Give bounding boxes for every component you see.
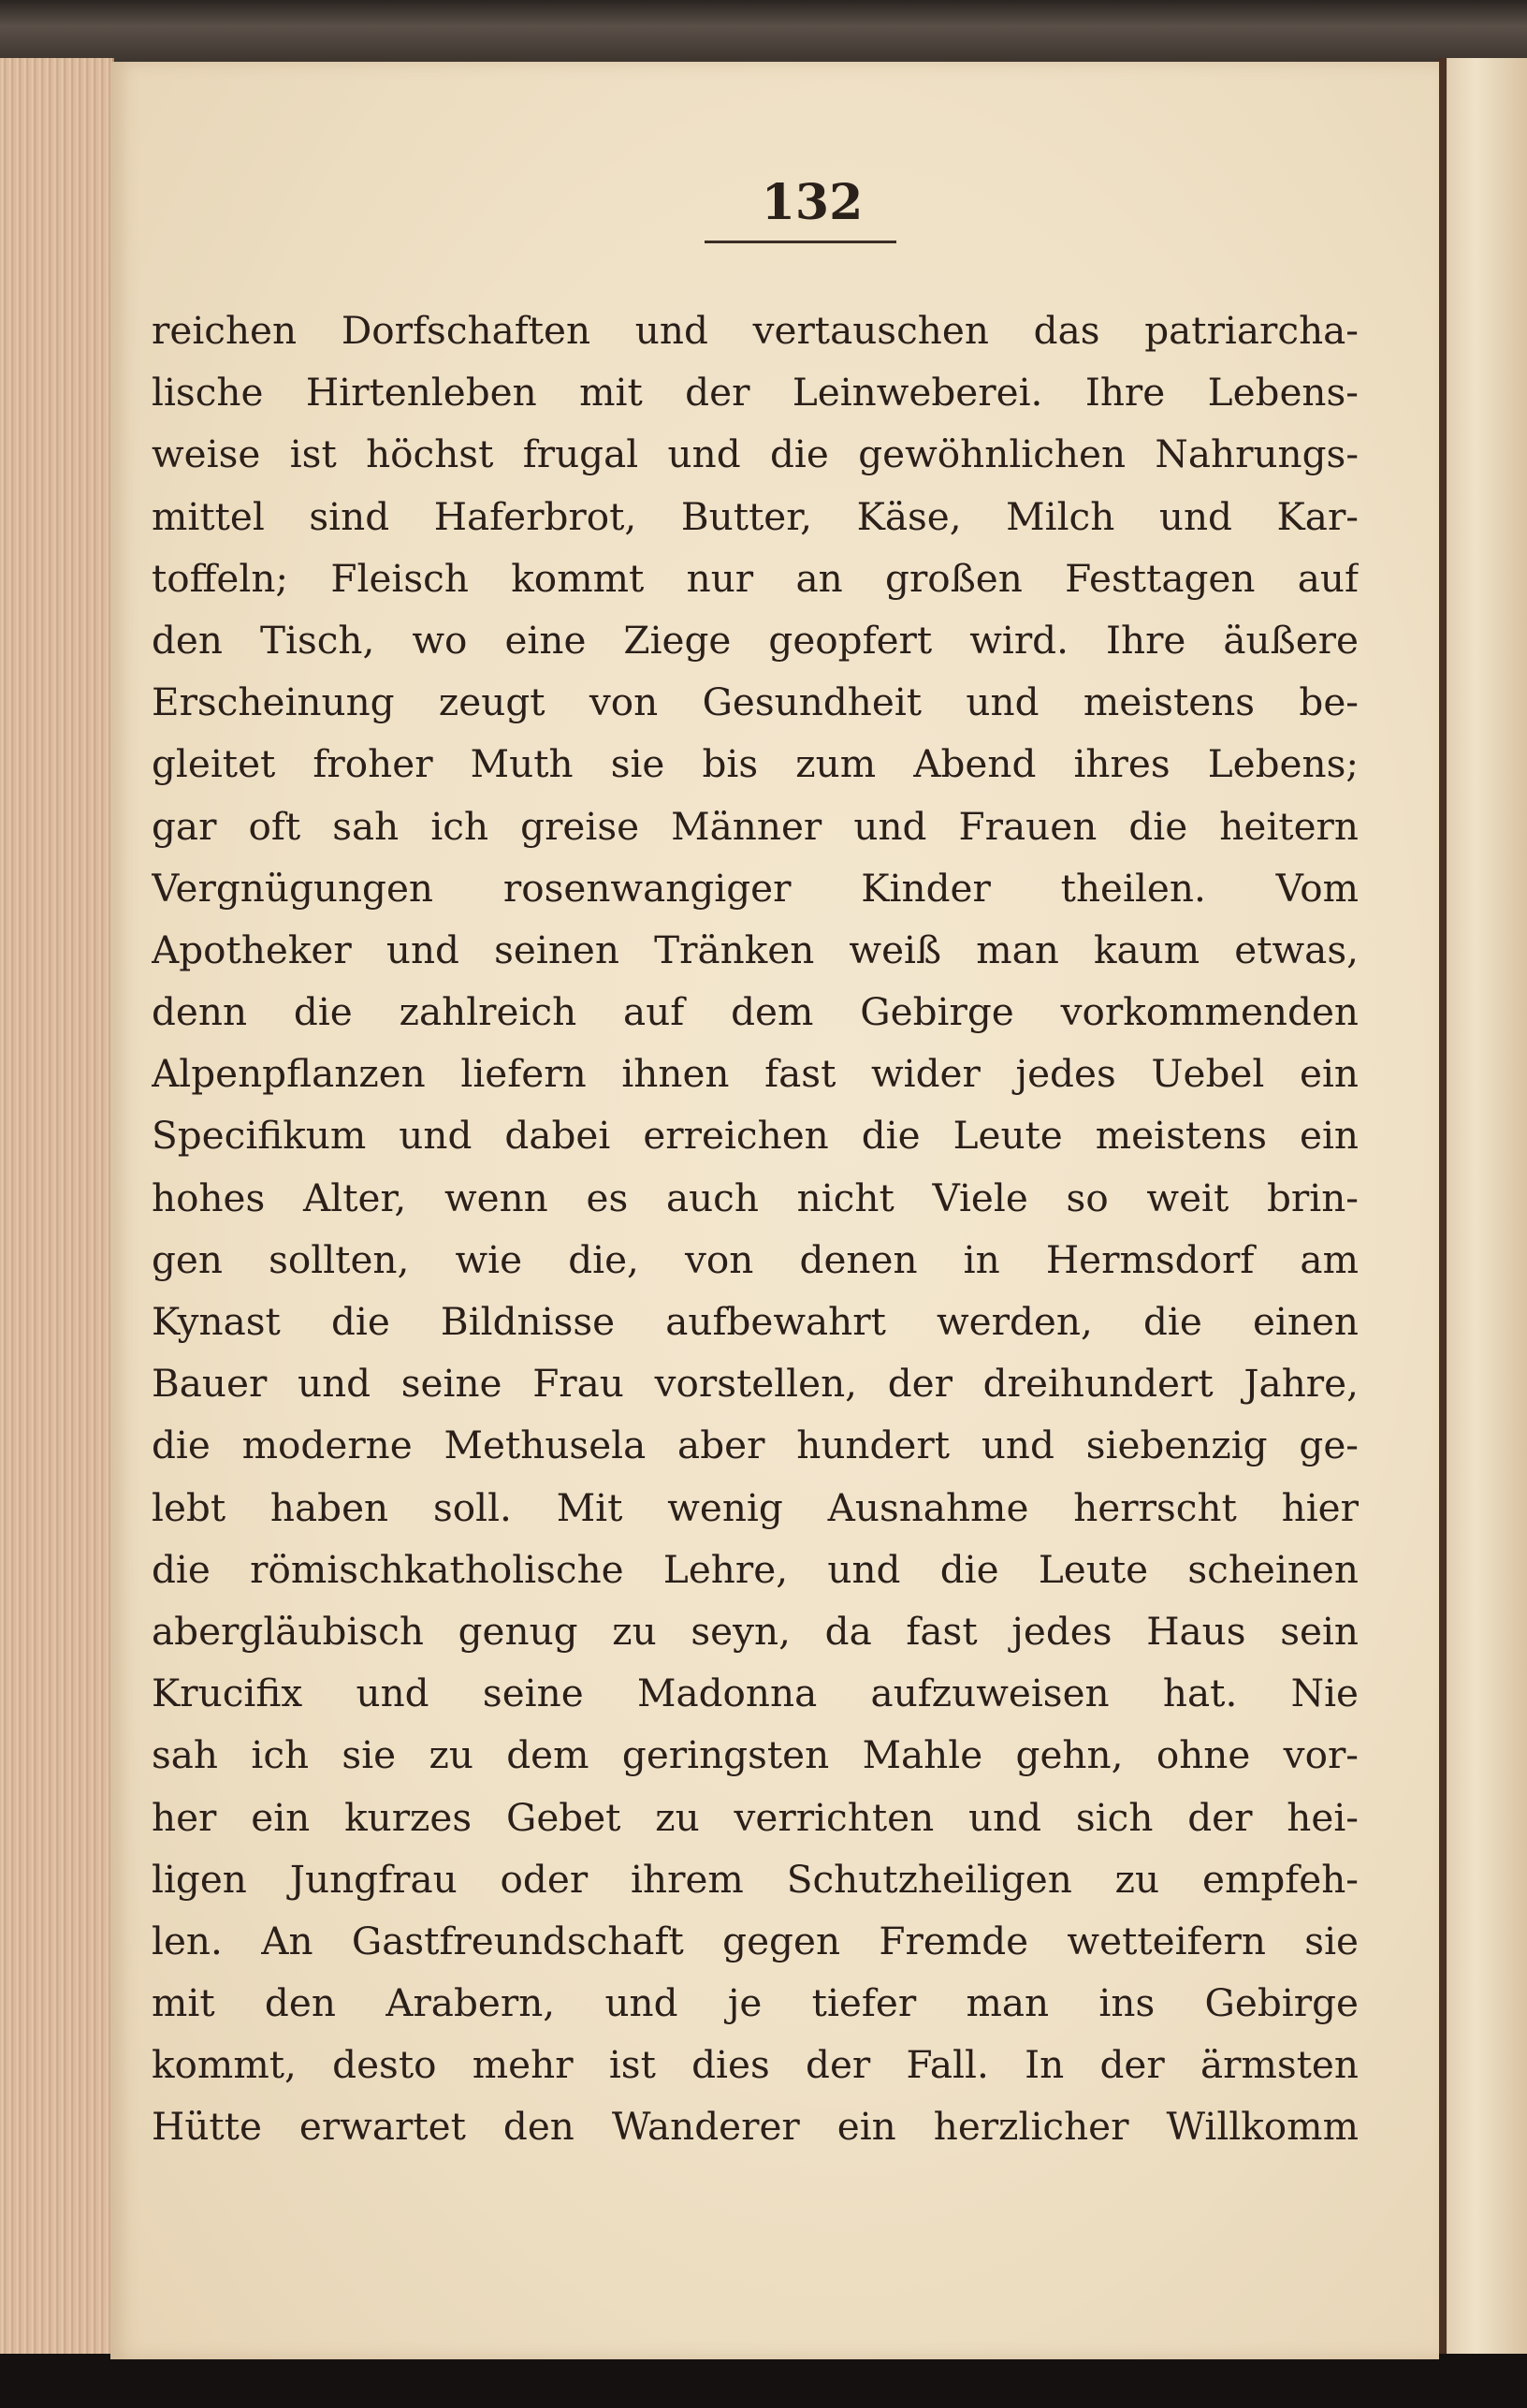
page-edges — [0, 58, 114, 2370]
text-line: toffeln; Fleisch kommt nur an großen Festtagen auf — [152, 555, 1359, 601]
text-line: Kynast die Bildnisse aufbewahrt werden, die einen — [152, 1299, 1359, 1344]
facing-page-edge — [1441, 58, 1527, 2370]
text-line: den Tisch, wo eine Ziege geopfert wird. Ihre äußere — [152, 617, 1359, 663]
text-line: hohes Alter, wenn es auch nicht Viele so weit brin- — [152, 1175, 1359, 1220]
text-line: die römischkatholische Lehre, und die Leute scheinen — [152, 1546, 1359, 1592]
text-line: len. An Gastfreundschaft gegen Fremde wetteifern sie — [152, 1918, 1359, 1963]
text-line: lische Hirtenleben mit der Leinweberei. Ihre Lebens- — [152, 370, 1359, 416]
text-line: ligen Jungfrau oder ihrem Schutzheiligen zu empfeh- — [152, 1856, 1359, 1902]
text-line: kommt, desto mehr ist dies der Fall. In der ärmsten — [152, 2042, 1359, 2088]
text-line: lebt haben soll. Mit wenig Ausnahme herrscht hier — [152, 1484, 1359, 1530]
text-line: reichen Dorfschaften und vertauschen das patriarcha- — [152, 308, 1359, 353]
text-line: weise ist höchst frugal und die gewöhnlichen Nahrungs- — [152, 431, 1359, 477]
header-rule — [705, 241, 896, 243]
text-line: Krucifix und seine Madonna aufzuweisen hat. Nie — [152, 1671, 1359, 1716]
text-line: Vergnügungen rosenwangiger Kinder theilen. Vom — [152, 865, 1359, 911]
text-line: mittel sind Haferbrot, Butter, Käse, Milch und Kar- — [152, 493, 1359, 539]
text-line: her ein kurzes Gebet zu verrichten und sich der hei- — [152, 1794, 1359, 1840]
text-line: Alpenpflanzen liefern ihnen fast wider jedes Uebel ein — [152, 1051, 1359, 1097]
text-line: sah ich sie zu dem geringsten Mahle gehn, ohne vor- — [152, 1732, 1359, 1778]
text-line: Specifikum und dabei erreichen die Leute meistens ein — [152, 1113, 1359, 1159]
text-line: die moderne Methusela aber hundert und siebenzig ge- — [152, 1423, 1359, 1468]
text-line: Erscheinung zeugt von Gesundheit und meistens be- — [152, 679, 1359, 725]
text-line: abergläubisch genug zu seyn, da fast jedes Haus sein — [152, 1608, 1359, 1654]
text-line: Bauer und seine Frau vorstellen, der dreihundert Jahre, — [152, 1361, 1359, 1407]
book-cover-top — [0, 0, 1527, 66]
text-line: gen sollten, wie die, von denen in Hermsdorf am — [152, 1236, 1359, 1282]
page-number: 132 — [761, 174, 864, 231]
text-line: denn die zahlreich auf dem Gebirge vorkommenden — [152, 989, 1359, 1035]
book-cover-bottom — [0, 2354, 1527, 2408]
body-text — [152, 299, 1359, 2158]
text-line: Hütte erwartet den Wanderer ein herzlicher Willkomm — [152, 2104, 1359, 2150]
text-line: gar oft sah ich greise Männer und Frauen die heitern — [152, 803, 1359, 849]
text-line: Apotheker und seinen Tränken weiß man kaum etwas, — [152, 927, 1359, 972]
text-line: mit den Arabern, und je tiefer man ins Gebirge — [152, 1980, 1359, 2026]
text-line: gleitet froher Muth sie bis zum Abend ihres Lebens; — [152, 741, 1359, 787]
